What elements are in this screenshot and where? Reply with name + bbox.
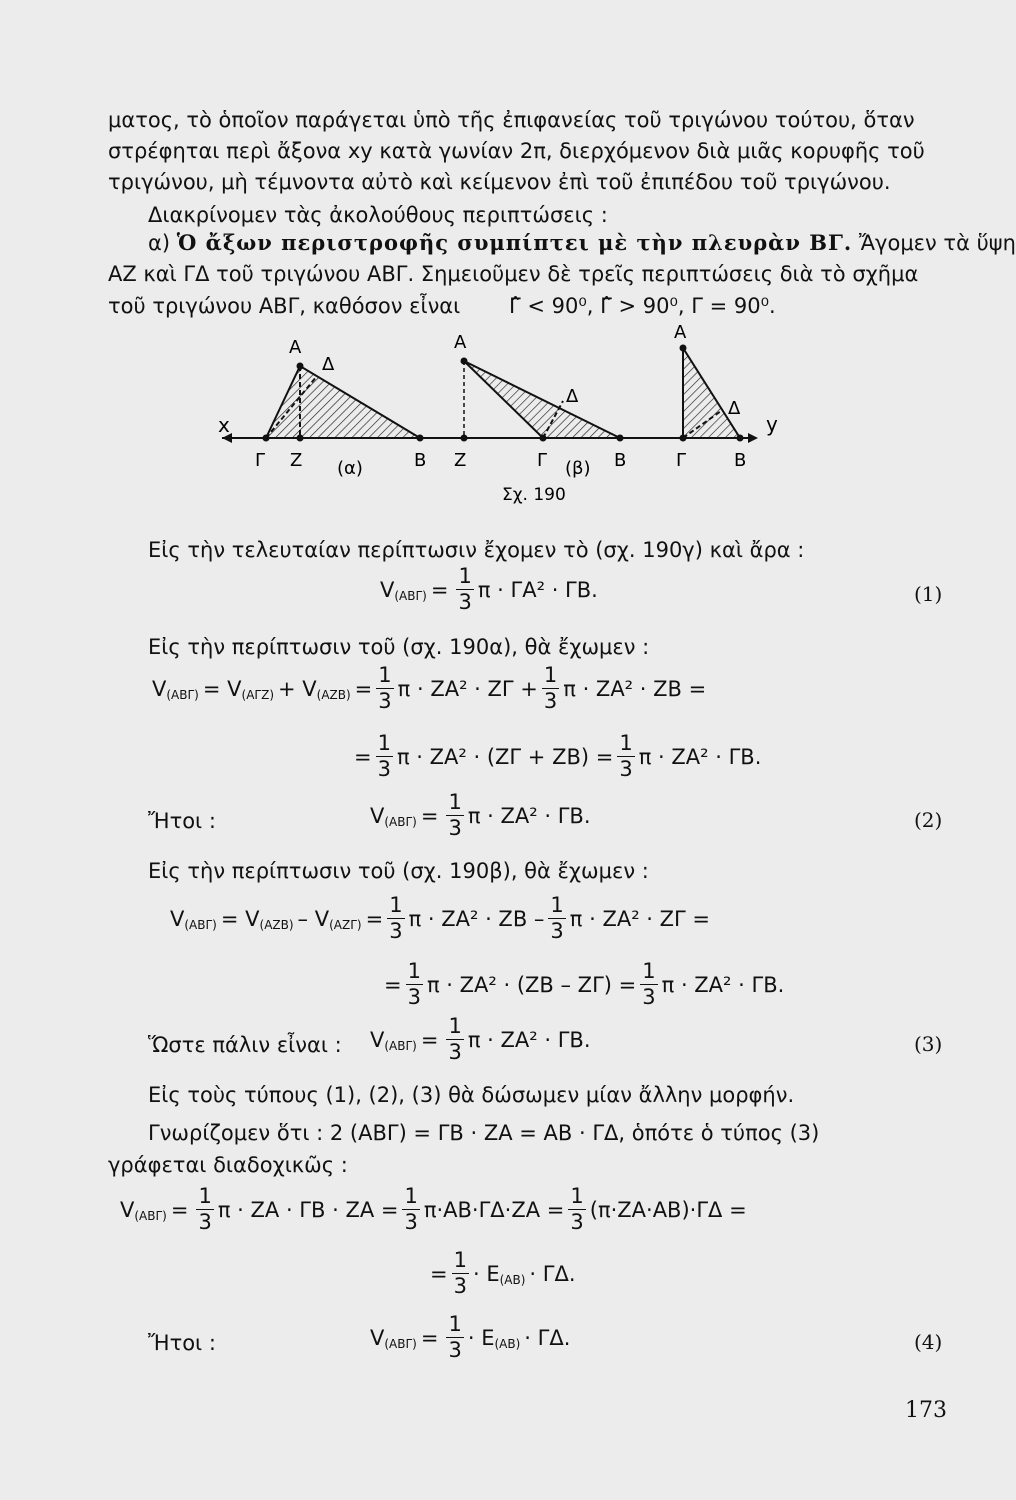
fraction-one-third: $\frac{1}{3}$ bbox=[448, 1014, 462, 1064]
label-b-gamma: Β bbox=[734, 450, 747, 471]
fraction-one-third: $\frac{1}{3}$ bbox=[448, 1312, 462, 1362]
page-number: 173 bbox=[905, 1398, 947, 1423]
label-d-beta: Δ bbox=[566, 386, 579, 407]
fraction-one-third: $\frac{1}{3}$ bbox=[378, 663, 392, 713]
point-a-gamma bbox=[680, 345, 687, 352]
know-line: Γνωρίζομεν ὅτι : 2 (ΑΒΓ) = ΓΒ · ΖΑ = ΑΒ · ΓΔ, ὁπότε ὁ τύπος (3) bbox=[148, 1121, 820, 1145]
fraction-one-third: $\frac{1}{3}$ bbox=[377, 731, 391, 781]
fraction-one-third: $\frac{1}{3}$ bbox=[619, 731, 633, 781]
fraction-one-third: $\frac{1}{3}$ bbox=[198, 1184, 212, 1234]
case-alpha-text: Εἰς τὴν περίπτωσιν τοῦ (σχ. 190α), θὰ ἔχωμεν : bbox=[148, 635, 650, 659]
label-a-beta: Α bbox=[454, 332, 467, 353]
fraction-one-third: $\frac{1}{3}$ bbox=[458, 564, 472, 614]
equation-4a: V (ΑΒΓ) = $\frac{1}{3}$ π · ΖΑ · ΓΒ · ΖΑ = $\frac{1}{3}$ π·ΑΒ·ΓΔ·ΖΑ = $\frac{1}{3}$ (π·ΖΑ·ΑΒ)·ΓΔ = bbox=[120, 1184, 747, 1234]
figure-caption: Σχ. 190 bbox=[502, 485, 566, 505]
label-d-gamma: Δ bbox=[728, 398, 741, 419]
equation-1: V (ΑΒΓ) = $\frac{1}{3}$ π · ΓΑ² · ΓΒ. bbox=[380, 564, 598, 614]
axis-y-label: y bbox=[766, 412, 778, 436]
figure-190 bbox=[200, 322, 800, 511]
fraction-one-third: $\frac{1}{3}$ bbox=[389, 893, 403, 943]
angle-conditions: Γ̂ < 90⁰, Γ̂ > 90⁰, Γ = 90⁰. bbox=[509, 294, 776, 318]
label-d-alpha: Δ bbox=[322, 354, 335, 375]
case-a-prefix: α) bbox=[148, 231, 171, 255]
fraction-one-third: $\frac{1}{3}$ bbox=[543, 663, 558, 713]
equation-1-rhs: π · ΓΑ² · ΓΒ. bbox=[477, 577, 598, 602]
case-a-heading: Ὁ ἄξων περιστροφῆς συμπίπτει μὲ τὴν πλευρὰν ΒΓ. bbox=[176, 230, 853, 255]
equation-2b: = $\frac{1}{3}$ π · ΖΑ² · (ΖΓ + ΖΒ) = $\frac{1}{3}$ π · ΖΑ² · ΓΒ. bbox=[354, 731, 762, 781]
heights-line: ΑΖ καὶ ΓΔ τοῦ τριγώνου ΑΒΓ. Σημειοῦμεν δὲ τρεῖς περιπτώσεις διὰ τὸ σχῆμα bbox=[108, 262, 919, 286]
equation-4: V (ΑΒΓ) = $\frac{1}{3}$ · Ε (ΑΒ) · ΓΔ. bbox=[370, 1312, 571, 1362]
equation-2a: V (ΑΒΓ) = V (ΑΓΖ) + V (ΑΖΒ) = $\frac{1}{3}$ π · ΖΑ² · ΖΓ + $\frac{1}{3}$ π · ΖΑ² · ΖΒ = bbox=[152, 663, 707, 713]
equation-4b: = $\frac{1}{3}$ · Ε (ΑΒ) · ΓΔ. bbox=[430, 1248, 576, 1298]
last-case-text: Εἰς τὴν τελευταίαν περίπτωσιν ἔχομεν τὸ (σχ. 190γ) καὶ ἄρα : bbox=[148, 538, 805, 562]
label-a-alpha: Α bbox=[289, 337, 302, 358]
other-form-text: Εἰς τοὺς τύπους (1), (2), (3) θὰ δώσωμεν μίαν ἄλλην μορφήν. bbox=[148, 1083, 795, 1107]
equation-number-3: (3) bbox=[914, 1032, 943, 1056]
point-a-beta bbox=[461, 358, 468, 365]
equation-3: V (ΑΒΓ) = $\frac{1}{3}$ π · ΖΑ² · ΓΒ. bbox=[370, 1014, 591, 1064]
etoi-label-4: Ἤτοι : bbox=[148, 1331, 216, 1355]
written-line: γράφεται διαδοχικῶς : bbox=[108, 1153, 348, 1177]
point-b-beta bbox=[617, 435, 624, 442]
label-alpha: (α) bbox=[337, 458, 363, 479]
volume-symbol: V bbox=[380, 577, 395, 602]
fraction-one-third: $\frac{1}{3}$ bbox=[448, 790, 462, 840]
case-beta-text: Εἰς τὴν περίπτωσιν τοῦ (σχ. 190β), θὰ ἔχωμεν : bbox=[148, 859, 649, 883]
case-a-line bbox=[148, 228, 1016, 258]
cases-line: τοῦ τριγώνου ΑΒΓ, καθόσον εἶναι bbox=[108, 294, 461, 318]
label-z-beta: Ζ bbox=[454, 450, 467, 471]
intro-line-1: ματος, τὸ ὁποῖον παράγεται ὑπὸ τῆς ἐπιφανείας τοῦ τριγώνου τούτου, ὅταν bbox=[108, 108, 915, 132]
fraction-one-third: $\frac{1}{3}$ bbox=[453, 1248, 467, 1298]
point-z-beta bbox=[461, 435, 468, 442]
etoi-label-2: Ἤτοι : bbox=[148, 809, 216, 833]
label-beta: (β) bbox=[565, 458, 591, 479]
equation-number-2: (2) bbox=[914, 808, 943, 832]
equation-number-1: (1) bbox=[914, 582, 943, 606]
axis-x-label: x bbox=[218, 413, 230, 437]
label-b-beta: Β bbox=[614, 450, 627, 471]
equation-3a: V (ΑΒΓ) = V (ΑΖΒ) – V (ΑΖΓ) = $\frac{1}{3}$ π · ΖΑ² · ΖΒ – $\frac{1}{3}$ π · ΖΑ² · ΖΓ = bbox=[170, 893, 711, 943]
triangle-alpha bbox=[266, 366, 420, 438]
triangle-gamma bbox=[683, 348, 740, 438]
intro-line-2: στρέφηται περὶ ἄξονα xy κατὰ γωνίαν 2π, διερχόμενον διὰ μιᾶς κορυφῆς τοῦ bbox=[108, 139, 925, 163]
point-a-alpha bbox=[297, 363, 304, 370]
fraction-one-third: $\frac{1}{3}$ bbox=[642, 959, 656, 1009]
hoste-label-3: Ὥστε πάλιν εἶναι : bbox=[148, 1033, 342, 1057]
fraction-one-third: $\frac{1}{3}$ bbox=[407, 959, 421, 1009]
distinguish-text: Διακρίνομεν τὰς ἀκολούθους περιπτώσεις : bbox=[148, 203, 608, 227]
axis-arrow-right bbox=[748, 433, 758, 443]
equation-3b: = $\frac{1}{3}$ π · ΖΑ² · (ΖΒ – ΖΓ) = $\frac{1}{3}$ π · ΖΑ² · ΓΒ. bbox=[384, 959, 785, 1009]
fraction-one-third: $\frac{1}{3}$ bbox=[550, 893, 564, 943]
point-z-alpha bbox=[297, 435, 304, 442]
triangle-beta bbox=[464, 361, 620, 438]
volume-subscript: (ΑΒΓ) bbox=[394, 588, 427, 603]
intro-line-3: τριγώνου, μὴ τέμνοντα αὐτὸ καὶ κείμενον ἐπὶ τοῦ ἐπιπέδου τοῦ τριγώνου. bbox=[108, 170, 891, 194]
fraction-one-third: $\frac{1}{3}$ bbox=[404, 1184, 418, 1234]
label-g-gamma: Γ bbox=[676, 450, 687, 471]
label-g-beta: Γ bbox=[537, 450, 548, 471]
label-a-gamma: Α bbox=[674, 322, 687, 343]
equation-2: V (ΑΒΓ) = $\frac{1}{3}$ π · ΖΑ² · ΓΒ. bbox=[370, 790, 591, 840]
label-g-alpha: Γ bbox=[255, 450, 266, 471]
label-b-alpha: Β bbox=[414, 450, 427, 471]
point-g-beta bbox=[540, 435, 547, 442]
point-g-gamma bbox=[680, 435, 687, 442]
fraction-one-third: $\frac{1}{3}$ bbox=[570, 1184, 584, 1234]
point-b-gamma bbox=[737, 435, 744, 442]
case-a-rest: Ἄγομεν τὰ ὕψη bbox=[858, 231, 1016, 255]
point-b-alpha bbox=[417, 435, 424, 442]
point-g-alpha bbox=[263, 435, 270, 442]
label-z-alpha: Ζ bbox=[290, 450, 303, 471]
equation-number-4: (4) bbox=[914, 1330, 943, 1354]
